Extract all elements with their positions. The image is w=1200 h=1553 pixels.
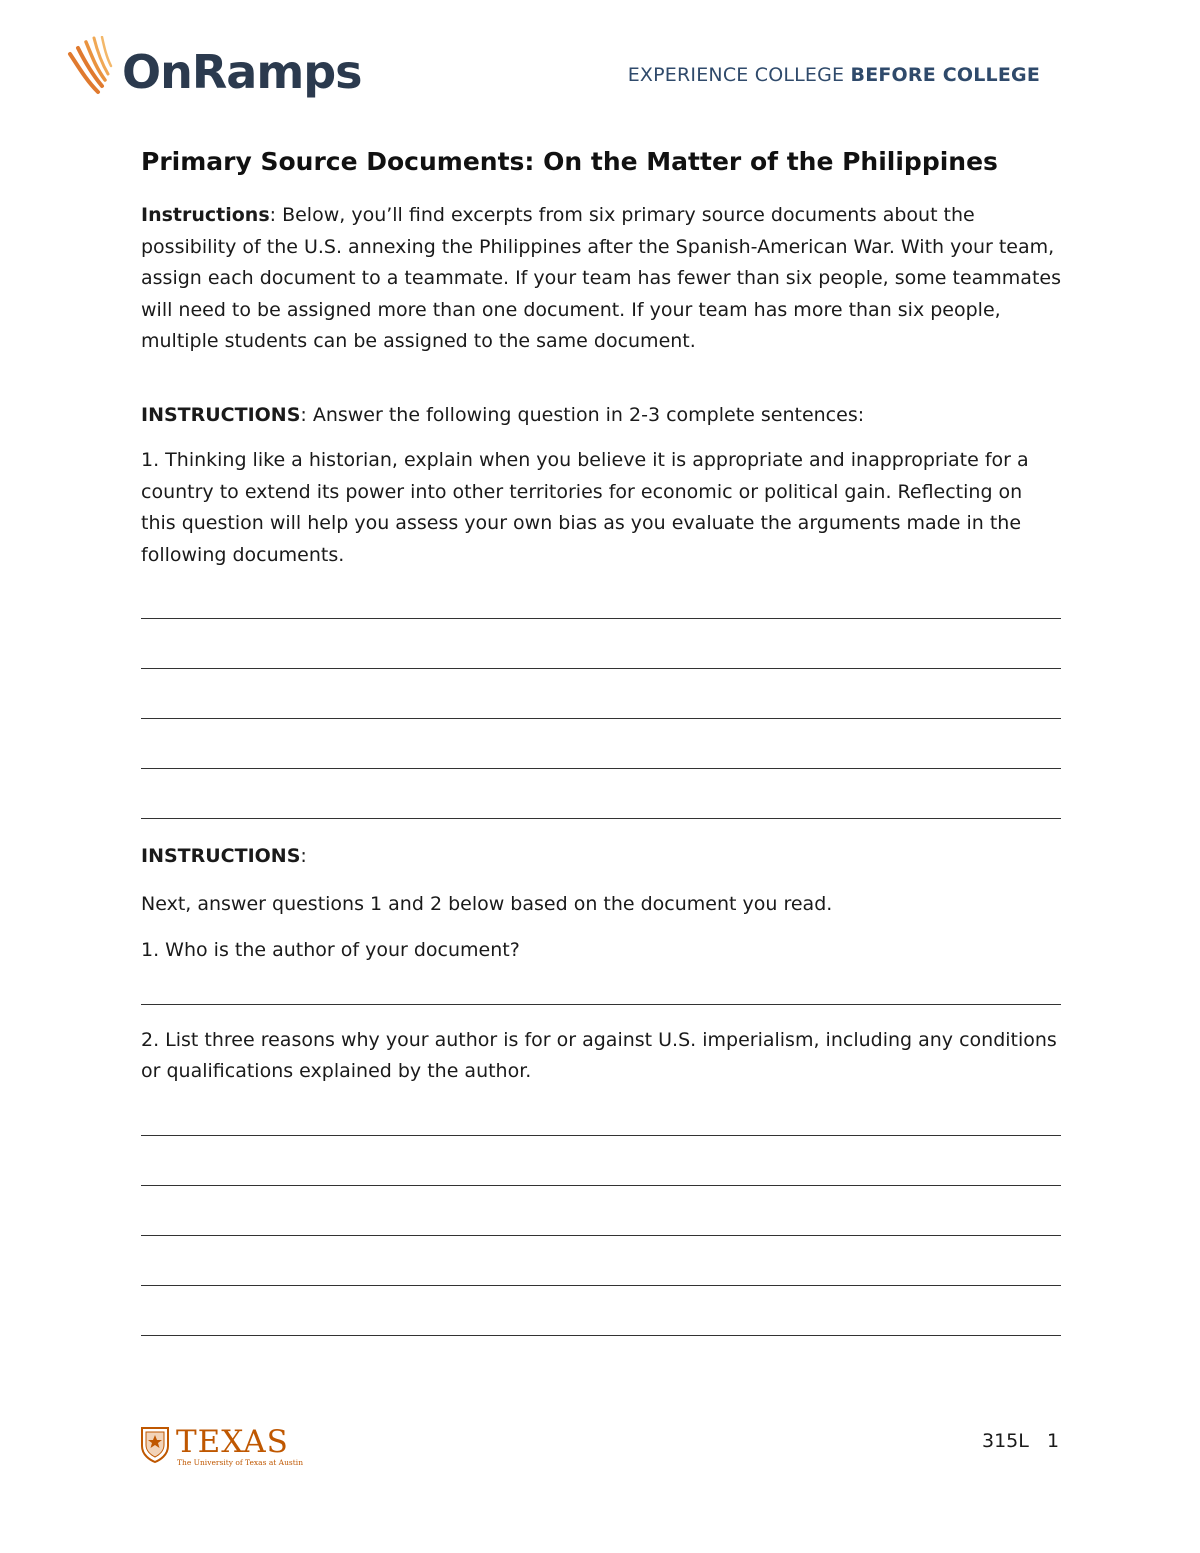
tagline-part2: BEFORE COLLEGE	[850, 64, 1040, 86]
ut-shield-icon	[140, 1426, 170, 1464]
answer-line[interactable]	[141, 1136, 1061, 1186]
question-1: 1. Who is the author of your document?	[141, 939, 520, 961]
onramps-swoosh-icon	[64, 36, 120, 100]
answer-line[interactable]	[141, 769, 1061, 819]
section2-instructions	[141, 841, 1061, 873]
intro-text: : Below, you’ll find excerpts from six primary source documents about the possibility of the U.S. annexing the Philippines after the Spanish-American War. With your team, assign each document to a teammate. If your team has fewer than six people, some teammates will need to be assigned more than one document. If your team has more than six people, multiple students can be assigned to the same document.	[141, 204, 1061, 352]
section1-instructions	[141, 400, 1061, 432]
answer-lines-1[interactable]	[141, 569, 1061, 819]
tagline-part1: EXPERIENCE COLLEGE	[627, 64, 851, 86]
page-number: 1	[1046, 1430, 1060, 1452]
question-2: 2. List three reasons why your author is for or against U.S. imperialism, including any conditions or qualifications explained by the author.	[141, 1028, 1057, 1082]
answer-line[interactable]	[141, 669, 1061, 719]
answer-line[interactable]	[141, 1236, 1061, 1286]
page-title	[141, 140, 1061, 184]
tagline	[628, 64, 1040, 86]
section1-question: 1. Thinking like a historian, explain when you believe it is appropriate and inappropriate for a country to extend its power into other territories for economic or political gain. Reflecting on this question will help you assess your own bias as you evaluate the arguments made in the following documents.	[141, 449, 1029, 566]
answer-line[interactable]	[141, 1186, 1061, 1236]
texas-wordmark: TEXAS	[176, 1424, 289, 1460]
intro-paragraph	[141, 200, 1061, 358]
section2-label: INSTRUCTIONS	[141, 845, 301, 867]
answer-lines-3[interactable]	[141, 1086, 1061, 1336]
title-bold: Primary Source Documents:	[141, 147, 535, 176]
answer-line[interactable]	[141, 1086, 1061, 1136]
title-rest: On the Matter of the Philippines	[534, 147, 998, 176]
logo-wordmark: OnRamps	[122, 45, 362, 99]
section1-label: INSTRUCTIONS	[141, 403, 301, 426]
onramps-logo	[64, 36, 362, 108]
texas-logo	[140, 1424, 304, 1472]
course-number: 315L	[982, 1430, 1029, 1452]
intro-label: Instructions	[141, 204, 270, 226]
answer-line[interactable]	[141, 1286, 1061, 1336]
page-footer	[982, 1430, 1059, 1452]
texas-subtitle: The University of Texas at Austin	[177, 1458, 304, 1467]
section2-colon: :	[300, 845, 307, 867]
answer-line[interactable]	[141, 719, 1061, 769]
section1-text: : Answer the following question in 2-3 complete sentences:	[300, 403, 865, 426]
answer-line[interactable]	[141, 569, 1061, 619]
answer-line[interactable]	[141, 619, 1061, 669]
section2-intro: Next, answer questions 1 and 2 below based on the document you read.	[141, 892, 833, 915]
document-body	[141, 140, 1061, 1336]
